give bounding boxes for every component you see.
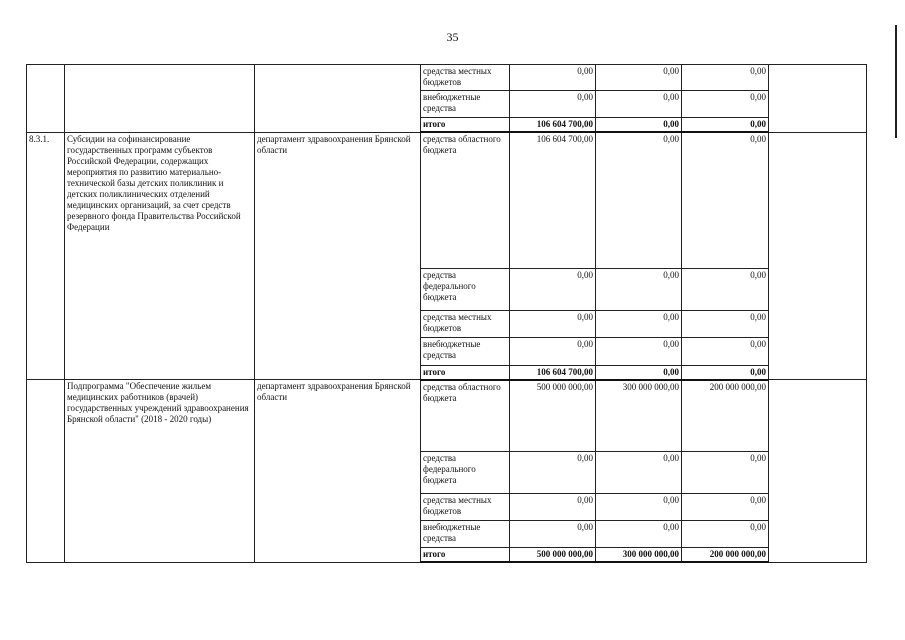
value-cell: 0,00 [510, 521, 596, 548]
value-cell: 0,00 [510, 452, 596, 494]
value-cell: 0,00 [682, 310, 769, 337]
value-cell: 500 000 000,00 [510, 548, 596, 563]
value-cell: 0,00 [682, 452, 769, 494]
table-row [27, 132, 867, 268]
value-cell: 0,00 [596, 452, 682, 494]
value-cell: 0,00 [510, 268, 596, 310]
value-cell: 0,00 [596, 494, 682, 521]
value-cell: 0,00 [682, 365, 769, 380]
executor-cell: департамент здравоохранения Брянской области [255, 132, 421, 380]
value-cell: 0,00 [510, 310, 596, 337]
value-cell: 106 604 700,00 [510, 118, 596, 133]
source-cell: итого [421, 548, 510, 563]
value-cell: 0,00 [682, 91, 769, 118]
value-cell: 0,00 [596, 337, 682, 365]
value-cell: 0,00 [510, 494, 596, 521]
table-row [27, 65, 867, 91]
empty-cell [769, 65, 867, 133]
value-cell: 0,00 [596, 132, 682, 268]
value-cell: 0,00 [682, 494, 769, 521]
value-cell: 106 604 700,00 [510, 365, 596, 380]
num-cell: 8.3.1. [27, 132, 65, 380]
value-cell: 0,00 [596, 91, 682, 118]
value-cell: 0,00 [682, 132, 769, 268]
value-cell: 0,00 [596, 65, 682, 91]
value-cell: 200 000 000,00 [682, 380, 769, 452]
budget-table [26, 64, 867, 563]
value-cell: 0,00 [682, 268, 769, 310]
num-cell [27, 380, 65, 563]
value-cell: 0,00 [510, 65, 596, 91]
value-cell: 500 000 000,00 [510, 380, 596, 452]
table-row [27, 380, 867, 452]
source-cell: средства федерального бюджета [421, 268, 510, 310]
source-cell: средства местных бюджетов [421, 494, 510, 521]
source-cell: средства местных бюджетов [421, 65, 510, 91]
source-cell: внебюджетные средства [421, 337, 510, 365]
value-cell: 0,00 [682, 65, 769, 91]
empty-cell [769, 380, 867, 563]
source-cell: внебюджетные средства [421, 91, 510, 118]
value-cell: 0,00 [682, 337, 769, 365]
scan-edge-mark [895, 25, 897, 138]
source-cell: итого [421, 365, 510, 380]
source-cell: средства областного бюджета [421, 380, 510, 452]
executor-cell [255, 65, 421, 133]
value-cell: 0,00 [596, 365, 682, 380]
value-cell: 200 000 000,00 [682, 548, 769, 563]
source-cell: итого [421, 118, 510, 133]
value-cell: 300 000 000,00 [596, 548, 682, 563]
source-cell: средства местных бюджетов [421, 310, 510, 337]
name-cell: Подпрограмма "Обеспечение жильем медицинских работников (врачей) государственных учреждений здравоохранения Брянской области" (2018 - 2020 годы) [65, 380, 255, 563]
value-cell: 0,00 [596, 310, 682, 337]
executor-cell: департамент здравоохранения Брянской области [255, 380, 421, 563]
name-cell [65, 65, 255, 133]
value-cell: 0,00 [682, 521, 769, 548]
value-cell: 0,00 [596, 268, 682, 310]
value-cell: 300 000 000,00 [596, 380, 682, 452]
source-cell: средства областного бюджета [421, 132, 510, 268]
value-cell: 0,00 [596, 521, 682, 548]
num-cell [27, 65, 65, 133]
value-cell: 0,00 [510, 337, 596, 365]
source-cell: внебюджетные средства [421, 521, 510, 548]
page-number: 35 [446, 30, 459, 44]
source-cell: средства федерального бюджета [421, 452, 510, 494]
value-cell: 0,00 [596, 118, 682, 133]
empty-cell [769, 132, 867, 380]
name-cell: Субсидии на софинансирование государственных программ субъектов Российской Федерации, содержащих мероприятия по развитию материально-технической базы детских поликлиник и детских поликлинических отделений медицинских организаций, за счет средств резервного фонда Правительства Российской Федерации [65, 132, 255, 380]
value-cell: 0,00 [510, 91, 596, 118]
value-cell: 106 604 700,00 [510, 132, 596, 268]
value-cell: 0,00 [682, 118, 769, 133]
